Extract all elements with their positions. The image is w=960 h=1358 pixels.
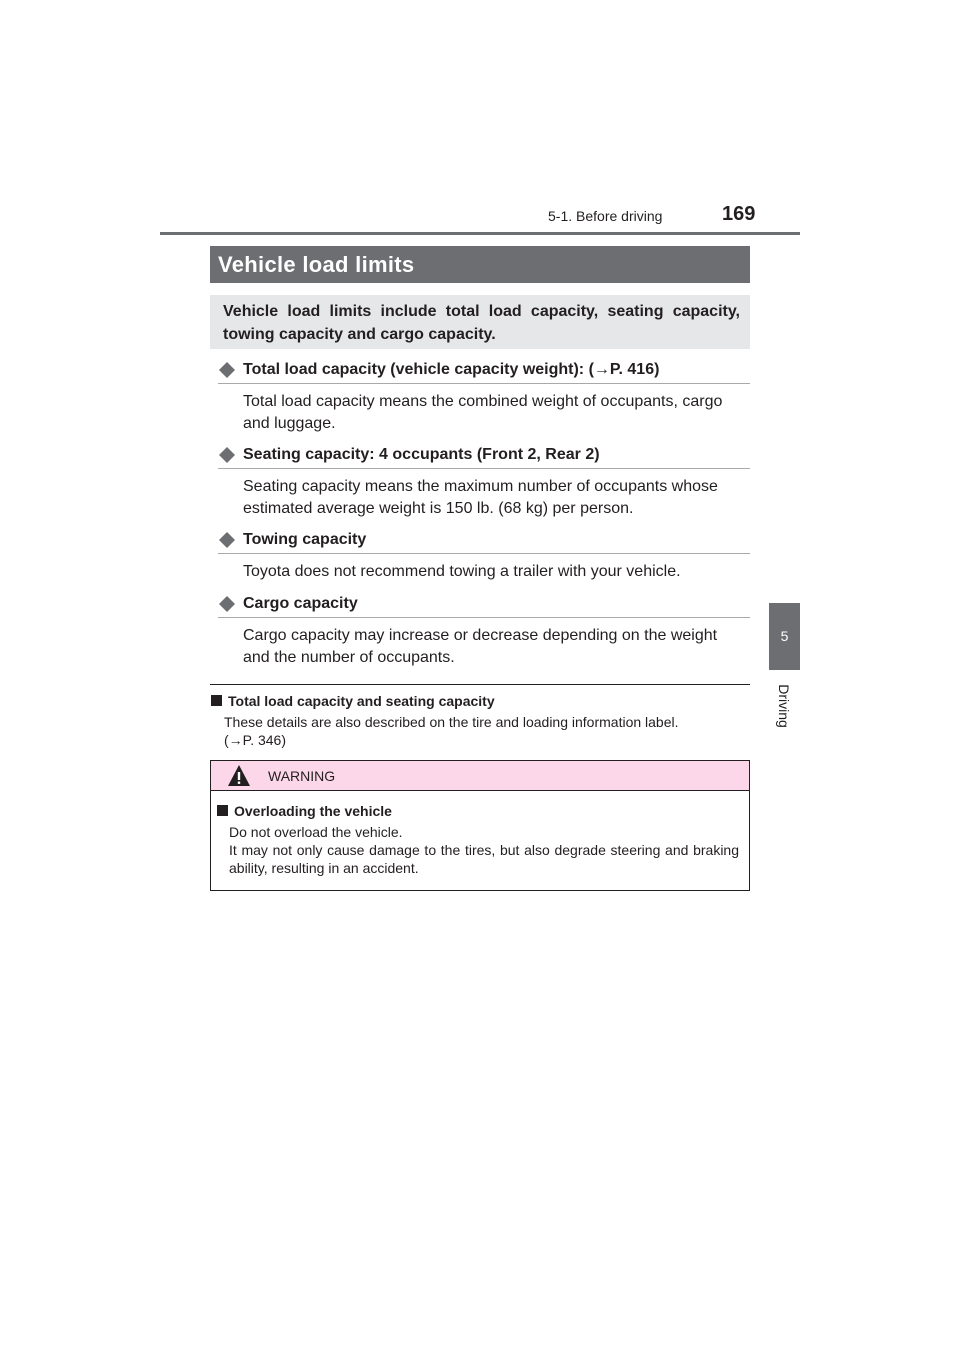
section-body: Seating capacity means the maximum number of occupants whose estimated average weight is 150 lb. (68 kg) per person. <box>243 478 718 517</box>
warning-header <box>211 761 749 791</box>
section-heading <box>218 446 750 469</box>
section-cargo-capacity <box>218 595 750 669</box>
page-title: Vehicle load limits <box>210 246 750 283</box>
intro-summary: Vehicle load limits include total load capacity, seating capacity, towing capacity and cargo capacity. <box>210 295 750 349</box>
section-heading <box>218 531 750 554</box>
diamond-bullet-icon <box>218 531 236 549</box>
square-bullet-icon <box>217 805 228 816</box>
diamond-bullet-icon <box>218 595 236 613</box>
warning-box <box>210 760 750 891</box>
note-heading <box>211 693 495 709</box>
warning-label: WARNING <box>268 768 336 784</box>
section-seating-capacity <box>218 446 750 520</box>
section-body: Total load capacity means the combined weight of occupants, cargo and luggage. <box>243 393 723 432</box>
section-body: Toyota does not recommend towing a trailer with your vehicle. <box>243 563 681 580</box>
diamond-bullet-icon <box>218 361 236 379</box>
section-body: Cargo capacity may increase or decrease depending on the weight and the number of occupants. <box>243 627 718 666</box>
warning-heading-text: Overloading the vehicle <box>234 803 392 819</box>
section-heading-text: Cargo capacity <box>243 595 358 612</box>
note-divider <box>210 684 750 685</box>
warning-line: It may not only cause damage to the tires, but also degrade steering and braking ability, resulting in an accident. <box>229 842 739 876</box>
page-reference-link[interactable]: (→P. 346) <box>224 732 286 748</box>
section-heading-text: Seating capacity: 4 occupants (Front 2, Rear 2) <box>243 446 600 463</box>
section-towing-capacity <box>218 531 750 583</box>
warning-triangle-icon <box>227 764 251 788</box>
header-divider <box>160 232 800 235</box>
page-number: 169 <box>722 203 756 225</box>
note-heading-text: Total load capacity and seating capacity <box>228 693 495 709</box>
diamond-bullet-icon <box>218 446 236 464</box>
section-heading <box>218 361 750 384</box>
square-bullet-icon <box>211 695 222 706</box>
section-heading <box>218 595 750 618</box>
warning-heading <box>217 803 392 819</box>
section-total-load-capacity <box>218 361 750 435</box>
section-heading-text: Towing capacity <box>243 531 367 548</box>
header-section-title: 5-1. Before driving <box>548 208 663 224</box>
section-heading-text: Total load capacity (vehicle capacity weight): (→P. 416) <box>243 361 660 378</box>
warning-body <box>229 823 739 877</box>
note-body-line: These details are also described on the tire and loading information label. <box>224 714 679 730</box>
note-body <box>224 713 750 749</box>
chapter-tab: 5 <box>769 603 800 670</box>
chapter-label: Driving <box>776 684 792 728</box>
warning-line: Do not overload the vehicle. <box>229 824 403 840</box>
